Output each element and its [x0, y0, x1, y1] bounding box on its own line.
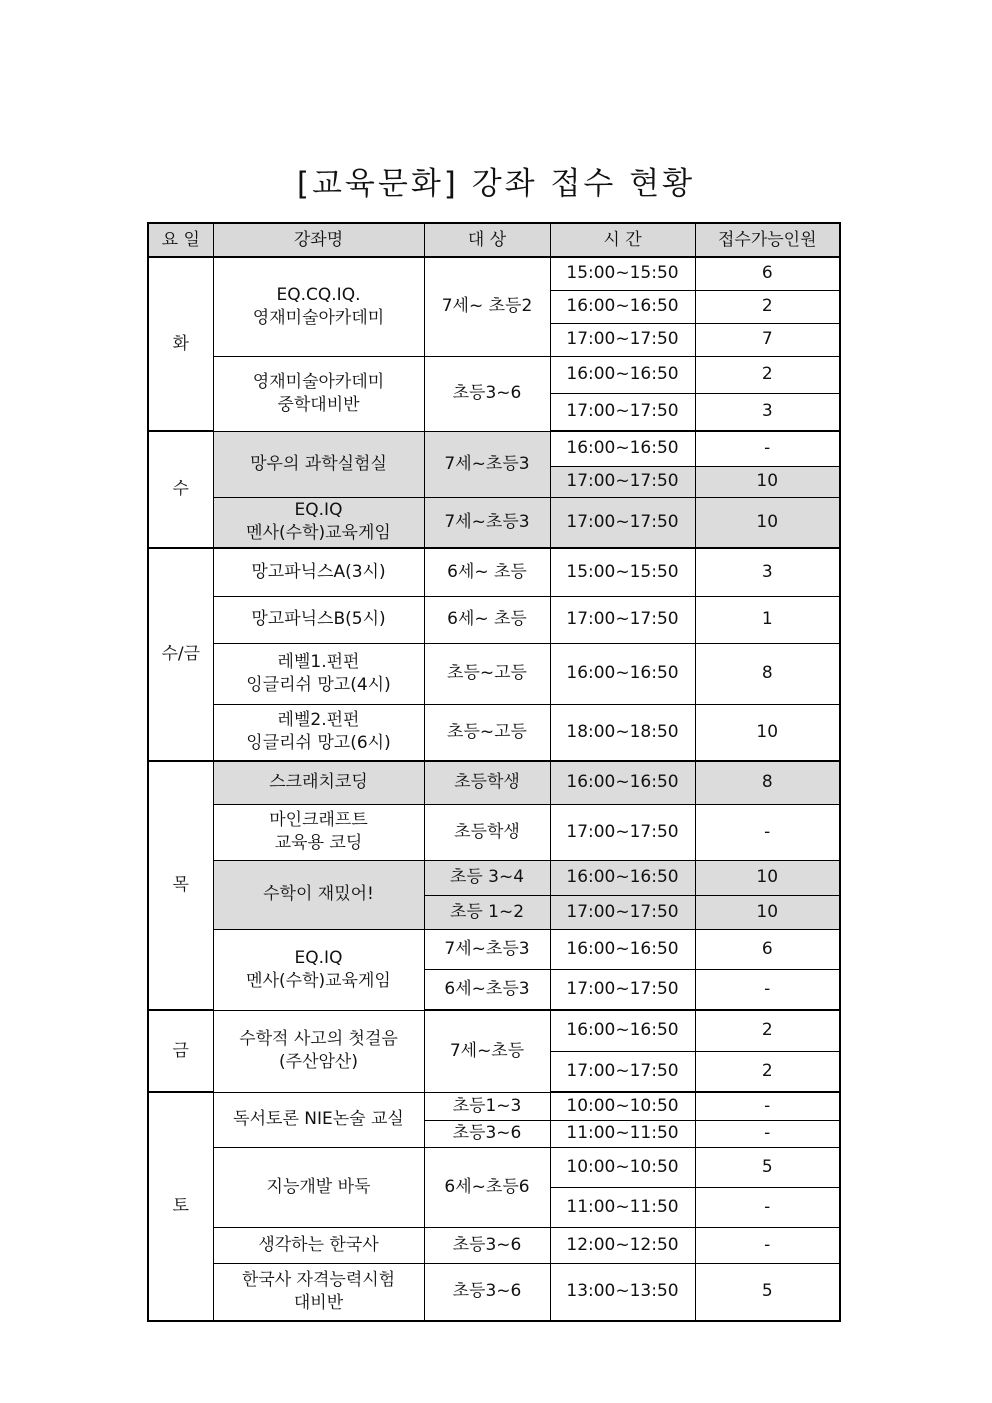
target-cell: 초등3~6: [424, 1263, 550, 1321]
time-cell: 16:00~16:50: [550, 929, 695, 969]
course-schedule-table: [147, 222, 841, 1322]
course-cell: 독서토론 NIE논술 교실: [213, 1092, 424, 1147]
target-cell: 7세~초등3: [424, 431, 550, 497]
target-cell: 초등1~3: [424, 1092, 550, 1120]
course-cell: 망고파닉스A(3시): [213, 548, 424, 596]
day-cell: 토: [148, 1092, 213, 1321]
capacity-cell: 10: [695, 860, 840, 895]
header-target: 대 상: [424, 223, 550, 257]
capacity-cell: -: [695, 1120, 840, 1147]
table-row: [148, 1227, 840, 1263]
capacity-cell: 2: [695, 1010, 840, 1051]
table-row: [148, 804, 840, 860]
day-cell: 수/금: [148, 548, 213, 761]
table-row: [148, 860, 840, 895]
target-cell: 초등3~6: [424, 1120, 550, 1147]
day-cell: 수: [148, 431, 213, 548]
header-capacity: 접수가능인원: [695, 223, 840, 257]
capacity-cell: 10: [695, 466, 840, 497]
course-cell: EQ.IQ 멘사(수학)교육게임: [213, 929, 424, 1010]
table-row: [148, 643, 840, 704]
capacity-cell: 6: [695, 929, 840, 969]
target-cell: 7세~초등3: [424, 497, 550, 548]
course-cell: 레벨2.펀펀 잉글리쉬 망고(6시): [213, 704, 424, 761]
capacity-cell: 2: [695, 290, 840, 323]
table-row: [148, 1010, 840, 1051]
course-cell: 레벨1.펀펀 잉글리쉬 망고(4시): [213, 643, 424, 704]
table-row: [148, 1147, 840, 1187]
target-cell: 초등~고등: [424, 704, 550, 761]
course-cell: 스크래치코딩: [213, 761, 424, 804]
time-cell: 17:00~17:50: [550, 804, 695, 860]
table-row: [148, 596, 840, 643]
table-row: [148, 704, 840, 761]
target-cell: 초등학생: [424, 761, 550, 804]
course-cell: 수학적 사고의 첫걸음 (주산암산): [213, 1010, 424, 1092]
course-cell: 한국사 자격능력시험 대비반: [213, 1263, 424, 1321]
capacity-cell: 7: [695, 323, 840, 356]
header-course: 강좌명: [213, 223, 424, 257]
time-cell: 17:00~17:50: [550, 1051, 695, 1092]
course-cell: EQ.IQ 멘사(수학)교육게임: [213, 497, 424, 548]
capacity-cell: 1: [695, 596, 840, 643]
page-title: [교육문화] 강좌 접수 현황: [296, 166, 696, 202]
capacity-cell: 10: [695, 704, 840, 761]
time-cell: 13:00~13:50: [550, 1263, 695, 1321]
capacity-cell: 2: [695, 1051, 840, 1092]
course-cell: EQ.CQ.IQ. 영재미술아카데미: [213, 257, 424, 356]
time-cell: 17:00~17:50: [550, 895, 695, 929]
target-cell: 초등~고등: [424, 643, 550, 704]
time-cell: 10:00~10:50: [550, 1092, 695, 1120]
time-cell: 10:00~10:50: [550, 1147, 695, 1187]
capacity-cell: 10: [695, 895, 840, 929]
target-cell: 6세~ 초등: [424, 548, 550, 596]
table-row: [148, 1263, 840, 1321]
target-cell: 6세~초등6: [424, 1147, 550, 1227]
time-cell: 16:00~16:50: [550, 761, 695, 804]
day-cell: 금: [148, 1010, 213, 1092]
time-cell: 16:00~16:50: [550, 356, 695, 393]
time-cell: 17:00~17:50: [550, 393, 695, 431]
table-header-row: [148, 223, 840, 257]
time-cell: 16:00~16:50: [550, 643, 695, 704]
capacity-cell: -: [695, 1227, 840, 1263]
capacity-cell: 6: [695, 257, 840, 290]
capacity-cell: 8: [695, 643, 840, 704]
time-cell: 18:00~18:50: [550, 704, 695, 761]
time-cell: 15:00~15:50: [550, 548, 695, 596]
header-day: 요 일: [148, 223, 213, 257]
target-cell: 7세~ 초등2: [424, 257, 550, 356]
time-cell: 17:00~17:50: [550, 466, 695, 497]
capacity-cell: 3: [695, 393, 840, 431]
course-cell: 생각하는 한국사: [213, 1227, 424, 1263]
target-cell: 6세~ 초등: [424, 596, 550, 643]
course-cell: 망우의 과학실험실: [213, 431, 424, 497]
time-cell: 16:00~16:50: [550, 1010, 695, 1051]
time-cell: 17:00~17:50: [550, 497, 695, 548]
capacity-cell: -: [695, 431, 840, 466]
time-cell: 15:00~15:50: [550, 257, 695, 290]
table-row: [148, 356, 840, 393]
header-time: 시 간: [550, 223, 695, 257]
time-cell: 17:00~17:50: [550, 323, 695, 356]
table-row: [148, 1092, 840, 1120]
capacity-cell: 10: [695, 497, 840, 548]
target-cell: 7세~초등: [424, 1010, 550, 1092]
capacity-cell: 5: [695, 1263, 840, 1321]
time-cell: 11:00~11:50: [550, 1187, 695, 1227]
table-row: [148, 548, 840, 596]
capacity-cell: -: [695, 804, 840, 860]
course-cell: 망고파닉스B(5시): [213, 596, 424, 643]
time-cell: 17:00~17:50: [550, 596, 695, 643]
time-cell: 17:00~17:50: [550, 969, 695, 1010]
course-cell: 지능개발 바둑: [213, 1147, 424, 1227]
table-row: [148, 257, 840, 290]
capacity-cell: 5: [695, 1147, 840, 1187]
target-cell: 7세~초등3: [424, 929, 550, 969]
target-cell: 초등3~6: [424, 1227, 550, 1263]
day-cell: 화: [148, 257, 213, 431]
capacity-cell: 8: [695, 761, 840, 804]
target-cell: 초등학생: [424, 804, 550, 860]
time-cell: 16:00~16:50: [550, 431, 695, 466]
capacity-cell: -: [695, 969, 840, 1010]
capacity-cell: -: [695, 1092, 840, 1120]
time-cell: 12:00~12:50: [550, 1227, 695, 1263]
course-cell: 마인크래프트 교육용 코딩: [213, 804, 424, 860]
time-cell: 16:00~16:50: [550, 290, 695, 323]
time-cell: 11:00~11:50: [550, 1120, 695, 1147]
table-row: [148, 497, 840, 548]
capacity-cell: 2: [695, 356, 840, 393]
table-row: [148, 929, 840, 969]
target-cell: 초등 1~2: [424, 895, 550, 929]
table-row: [148, 431, 840, 466]
course-cell: 수학이 재밌어!: [213, 860, 424, 929]
time-cell: 16:00~16:50: [550, 860, 695, 895]
capacity-cell: 3: [695, 548, 840, 596]
table-row: [148, 761, 840, 804]
target-cell: 6세~초등3: [424, 969, 550, 1010]
day-cell: 목: [148, 761, 213, 1010]
target-cell: 초등 3~4: [424, 860, 550, 895]
course-cell: 영재미술아카데미 중학대비반: [213, 356, 424, 431]
target-cell: 초등3~6: [424, 356, 550, 431]
capacity-cell: -: [695, 1187, 840, 1227]
